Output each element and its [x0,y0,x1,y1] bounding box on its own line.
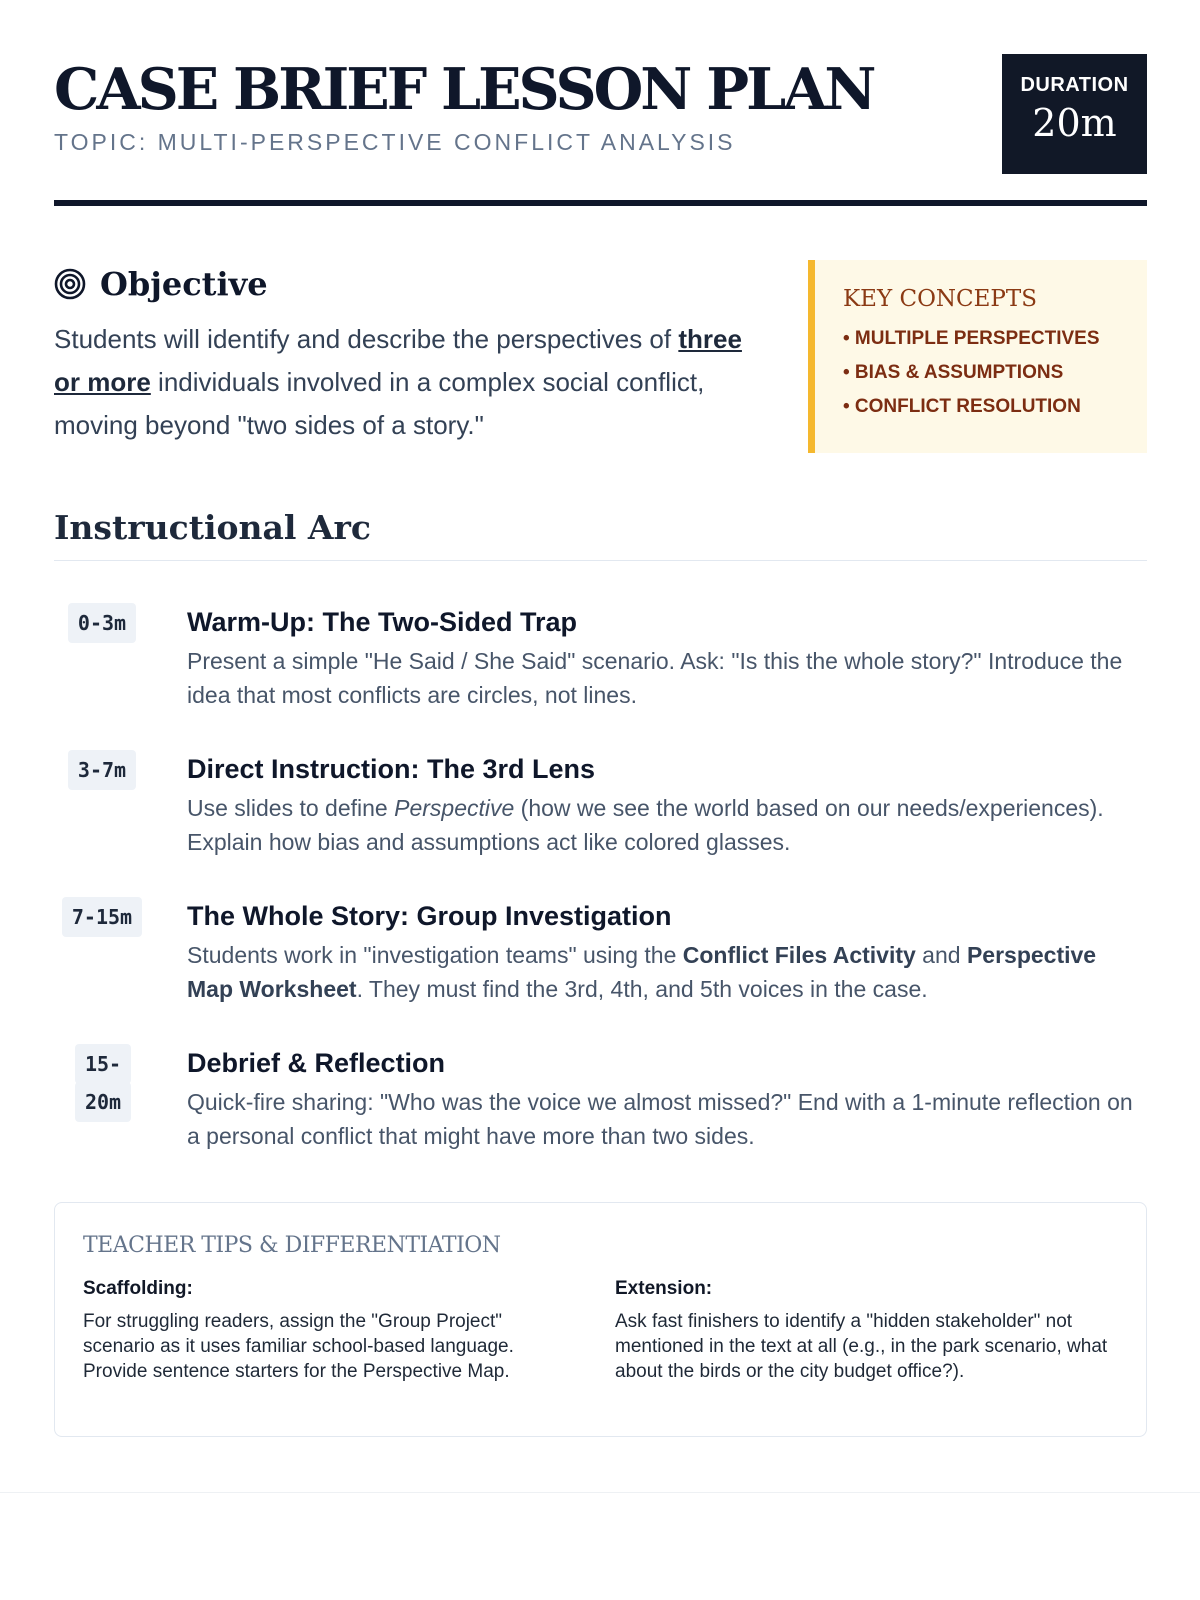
target-icon [54,268,86,300]
page-title: CASE BRIEF LESSON PLAN [54,56,874,123]
step-time-badge [54,898,150,936]
step-time-badge [54,751,150,789]
duration-label: DURATION [1020,74,1129,96]
key-concepts-box [808,260,1147,453]
step-description: Present a simple "He Said / She Said" scenario. Ask: "Is this the whole story?" Introduce the idea that most conflicts are circles, not lines. [187,648,1123,708]
step-title: Direct Instruction: The 3rd Lens [187,754,596,784]
key-concept-item: • BIAS & ASSUMPTIONS [843,362,1064,383]
step-title: Warm-Up: The Two-Sided Trap [187,607,577,637]
step-description: Quick-fire sharing: "Who was the voice we almost missed?" End with a 1-minute reflection on a personal conflict that might have more than two sides. [187,1089,1133,1149]
step-description [187,938,1147,1006]
extension-text: Ask fast finishers to identify a "hidden stakeholder" not mentioned in the text at all (e.g., in the park scenario, what about the birds or the city budget office?). [615,1311,1108,1382]
step-body [187,604,1147,712]
step-body [187,898,1147,1006]
instructional-arc-title: Instructional Arc [54,508,371,547]
arc-divider [54,560,1147,561]
objective-emphasis: three or more [54,324,742,397]
step-desc-part: (how we see the world based on our needs/experiences). Explain how bias and assumptions act like colored glasses. [187,795,1104,855]
step-time: 7-15m [62,897,142,937]
objective-title: Objective [100,265,268,303]
teacher-tips-title: TEACHER TIPS & DIFFERENTIATION [83,1233,501,1258]
extension-heading: Extension: [615,1278,713,1299]
objective-heading [54,262,774,306]
step-body [187,1045,1147,1153]
objective-text-after: individuals involved in a complex social conflict, moving beyond "two sides of a story." [54,367,705,440]
step-time: 3-7m [68,750,136,790]
scaffolding-heading: Scaffolding: [83,1278,193,1299]
step-body [187,751,1147,859]
step-desc-part: Use slides to define [187,795,395,821]
extension-column [615,1278,1110,1384]
footer-divider [0,1492,1200,1493]
scaffolding-text: For struggling readers, assign the "Group Project" scenario as it uses familiar school-based language. Provide sentence starters for the Perspective Map. [83,1311,514,1382]
key-concepts-title: KEY CONCEPTS [843,286,1038,312]
step-time: 15-20m [75,1044,131,1122]
key-concept-item: • MULTIPLE PERSPECTIVES [843,328,1100,349]
step-desc-part: . They must find the 3rd, 4th, and 5th voices in the case. [356,976,928,1002]
step-desc-part: and [915,942,967,968]
duration-badge [1002,54,1147,174]
header [54,54,1147,206]
key-concepts-list [843,322,1147,424]
duration-value: 20m [1032,101,1117,145]
step-desc-part: Students work in "investigation teams" using the [187,942,683,968]
scaffolding-column [83,1278,578,1384]
step-title: The Whole Story: Group Investigation [187,901,672,931]
key-concept-item: • CONFLICT RESOLUTION [843,396,1081,417]
topic-subtitle: TOPIC: MULTI-PERSPECTIVE CONFLICT ANALYSIS [54,129,736,155]
objective-text [54,318,774,447]
step-title: Debrief & Reflection [187,1048,446,1078]
teacher-tips-box [54,1202,1147,1437]
objective-section [54,262,774,447]
objective-text-before: Students will identify and describe the perspectives of [54,324,679,354]
header-divider [54,200,1147,206]
perspective-map-worksheet: Perspective Map Worksheet [187,942,1097,1002]
step-time-badge [54,604,150,642]
step-time-badge [72,1045,134,1121]
step-desc-italic: Perspective [394,795,515,821]
conflict-files-activity: Conflict Files Activity [682,942,916,968]
step-time: 0-3m [68,603,136,643]
step-description [187,791,1147,859]
